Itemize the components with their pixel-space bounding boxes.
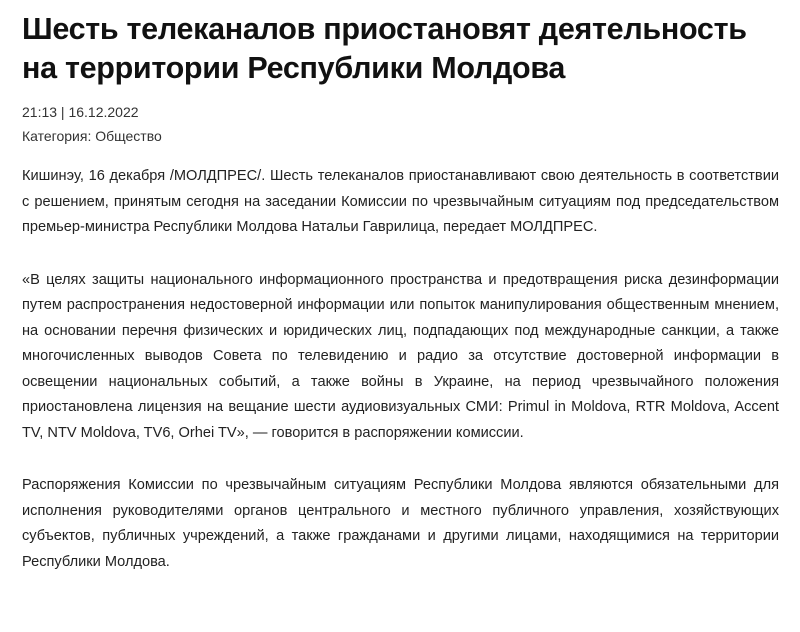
article-title: Шесть телеканалов приостановят деятельность на территории Республики Молдова	[22, 12, 747, 85]
article-body	[22, 164, 779, 575]
article-meta	[22, 104, 779, 145]
article-category: Категория: Общество	[22, 128, 162, 144]
article-paragraph-intro: Кишинэу, 16 декабря /МОЛДПРЕС/. Шесть телеканалов приостанавливают свою деятельность в соответствии с решением, принятым сегодня на заседании Комиссии по чрезвычайным ситуациям под председательством премьер-министра Республики Молдова Натальи Гаврилица, передает МОЛДПРЕС.	[22, 168, 779, 235]
publish-datetime: 21:13 | 16.12.2022	[22, 104, 139, 120]
article-paragraph-closing: Распоряжения Комиссии по чрезвычайным ситуациям Республики Молдова являются обязательными для исполнения руководителями органов центрального и местного публичного управления, хозяйствующих субъектов, публичных учреждений, а также гражданами и другими лицами, находящимися на территории Республики Молдова.	[22, 477, 779, 570]
article-paragraph-quote: «В целях защиты национального информационного пространства и предотвращения риска дезинформации путем распространения недостоверной информации или попыток манипулирования общественным мнением, на основании перечня физических и юридических лиц, подпадающих под международные санкции, а также многочисленных выводов Совета по телевидению и радио за отсутствие достоверной информации в освещении национальных событий, а также войны в Украине, на период чрезвычайного положения приостановлена лицензия на вещание шести аудиовизуальных СМИ: Primul in Moldova, RTR Moldova, Accent TV, NTV Moldova, TV6, Orhei TV», — говорится в распоряжении комиссии.	[22, 271, 779, 441]
